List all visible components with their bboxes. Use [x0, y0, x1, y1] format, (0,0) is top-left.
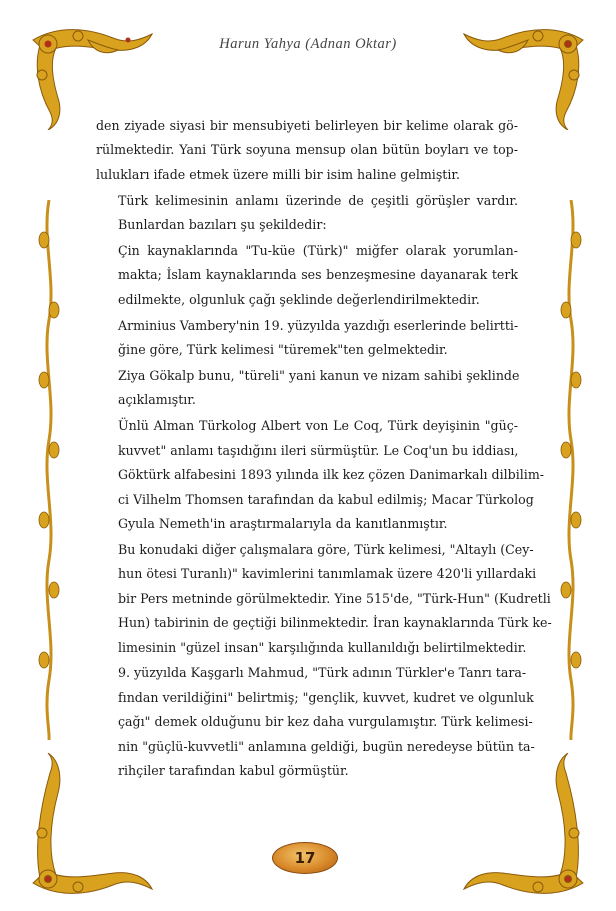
text-line: Türk kelimesinin anlamı üzerinde de çeşitli görüşler vardır. [118, 192, 518, 208]
text-line: Çin kaynaklarında "Tu-küe (Türk)" miğfer olarak yorumlan- [118, 243, 518, 259]
text-line: nin "güçlü-kuvvetli" anlamına geldiği, bugün neredeyse bütün ta- [118, 738, 535, 754]
text-line: den ziyade siyasi bir mensubiyeti belirleyen bir kelime olarak gö- [96, 118, 518, 133]
paragraph [96, 114, 518, 187]
paragraph [96, 189, 518, 238]
text-line: lulukları ifade etmek üzere milli bir isim haline gelmiştir. [96, 166, 461, 182]
text-line: kuvvet" anlamı taşıdığını ileri sürmüştür. Le Coq'un bu iddiası, [118, 442, 519, 458]
text-line: limesinin "güzel insan" karşılığında kullanıldığı belirtilmektedir. [118, 639, 527, 655]
text-line: 9. yüzyılda Kaşgarlı Mahmud, "Türk adının Türkler'e Tanrı tara- [118, 665, 527, 681]
side-vine-ornament-right [560, 200, 582, 740]
text-line: Ziya Gökalp bunu, "türeli" yani kanun ve nizam sahibi şeklinde [118, 368, 520, 384]
text-line: ğine göre, Türk kelimesi "türemek"ten gelmektedir. [118, 342, 448, 358]
text-line: Bunlardan bazıları şu şekildedir: [118, 217, 327, 233]
paragraph [96, 414, 545, 536]
text-line: bir Pers metninde görülmektedir. Yine 515'de, "Türk-Hun" (Kudretli [118, 590, 551, 606]
text-line: çağı" demek olduğunu bir kez daha vurgulamıştır. Türk kelimesi- [118, 714, 533, 730]
text-line: Bu konudaki diğer çalışmalara göre, Türk kelimesi, "Altaylı (Cey- [118, 541, 534, 557]
text-line: edilmekte, olgunluk çağı şeklinde değerlendirilmektedir. [118, 291, 480, 307]
text-line: hun ötesi Turanlı)" kavimlerini tanımlamak üzere 420'li yıllardaki [118, 566, 537, 582]
paragraph [96, 239, 518, 312]
page-number-badge: 17 [272, 842, 338, 874]
running-header: Harun Yahya (Adnan Oktar) [219, 36, 397, 52]
paragraph [96, 314, 518, 363]
paragraph [96, 364, 518, 413]
text-line: rihçiler tarafından kabul görmüştür. [118, 763, 349, 779]
paragraph [96, 538, 552, 660]
text-line: makta; İslam kaynaklarında ses benzeşmesine dayanarak terk [118, 267, 518, 283]
text-line: fından verildiğini" belirtmiş; "gençlik, kuvvet, kudret ve olgunluk [118, 689, 534, 705]
text-line: Hun) tabirinin de geçtiği bilinmektedir. İran kaynaklarında Türk ke- [118, 615, 552, 631]
text-line: Gyula Nemeth'in araştırmalarıyla da kanıtlanmıştır. [118, 516, 448, 531]
side-vine-ornament-left [38, 200, 60, 740]
text-line: Göktürk alfabesini 1893 yılında ilk kez çözen Danimarkalı dilbilim- [118, 467, 545, 483]
text-line: ci Vilhelm Thomsen tarafından da kabul edilmiş; Macar Türkolog [118, 491, 534, 507]
paragraph [96, 661, 535, 783]
text-line: Arminius Vambery'nin 19. yüzyılda yazdığı eserlerinde belirtti- [118, 317, 519, 333]
text-line: açıklamıştır. [118, 392, 196, 408]
body-text [96, 114, 552, 785]
text-line: Ünlü Alman Türkolog Albert von Le Coq, Türk deyişinin "güç- [118, 418, 518, 434]
text-line: rülmektedir. Yani Türk soyuna mensup olan bütün boyları ve top- [96, 142, 518, 158]
